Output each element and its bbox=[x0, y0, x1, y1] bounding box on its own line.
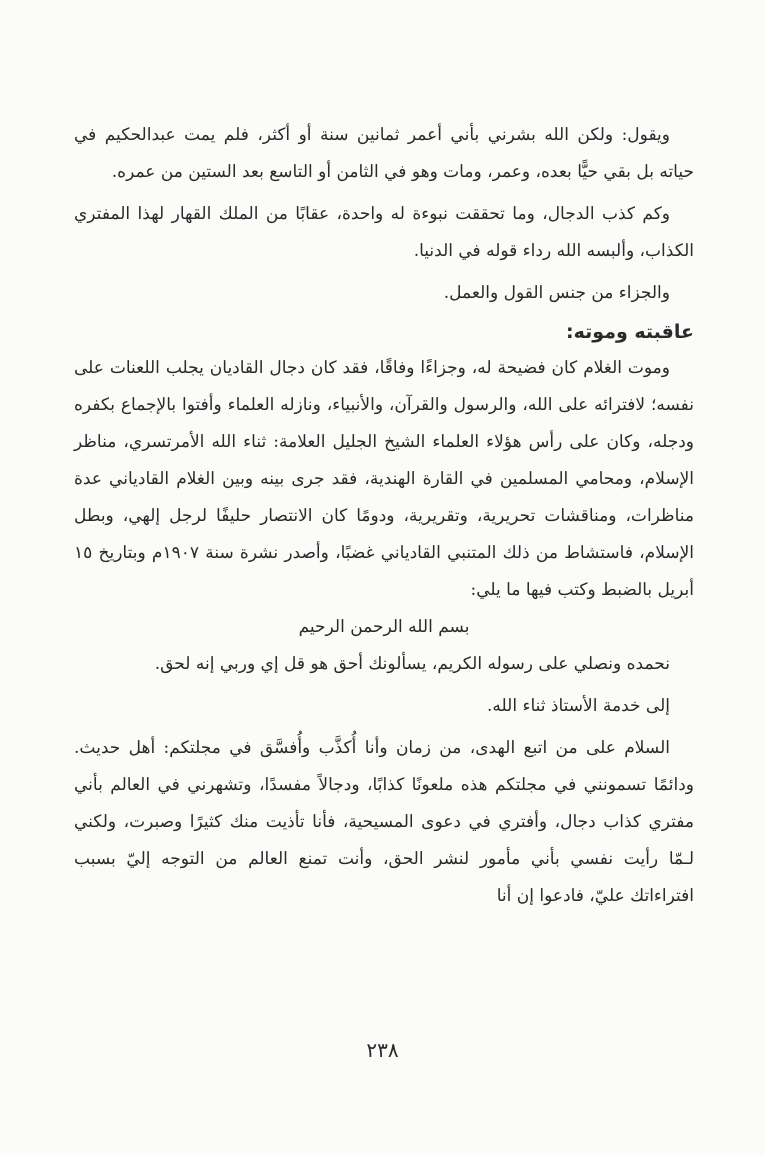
letter-body: السلام على من اتبع الهدى، من زمان وأنا أُكذَّب وأُفسَّق في مجلتكم: أهل حديث. ودائمًا تسمونني في مجلتكم هذه ملعونًا كذابًا، ودجالاً مفسدًا، وتشهرني في العالم بأني مفتري كذاب دجال، وأفتري في دعوى المسيحية، فأنا تأذيت منك كثيرًا وصبرت، ولكني لـمّا رأيت نفسي بأني مأمور لنشر الحق، وأنت تمنع العالم من التوجه إليّ بسبب افتراءاتك عليّ، فادعوا إن أنا bbox=[74, 738, 694, 906]
paragraph-4: وموت الغلام كان فضيحة له، وجزاءًا وفاقًا، فقد كان دجال القاديان يجلب اللعنات على نفسه؛ لافترائه على الله، والرسول والقرآن، والأنبياء، ونازله العلماء وأفتوا بالإجماع بكفره ودجله، وكان على رأس هؤلاء العلماء الشيخ الجليل العلامة: ثناء الله الأمرتسري، مناظر الإسلام، ومحامي المسلمين في القارة الهندية، فقد جرى بينه وبين الغلام القادياني عدة مناظرات، ومناقشات تحريرية، وتقريرية، ودومًا كان الانتصار حليفًا لرجل إلهي، وبطل الإسلام، فاستشاط من ذلك المتنبي القادياني غضبًا، وأصدر نشرة سنة ١٩٠٧م وبتاريخ ١٥ أبريل بالضبط وكتب فيها ما يلي: bbox=[74, 358, 694, 600]
letter-address: إلى خدمة الأستاذ ثناء الله. bbox=[487, 696, 670, 716]
section-heading: عاقبته وموته: bbox=[566, 321, 694, 343]
paragraph-1: ويقول: ولكن الله بشرني بأني أعمر ثمانين سنة أو أكثر، فلم يمت عبدالحكيم في حياته بل بقي حيًّا بعده، وعمر، ومات وهو في الثامن أو التاسع بعد الستين من عمره. bbox=[74, 125, 694, 182]
main-text bbox=[74, 117, 694, 915]
paragraph-3: والجزاء من جنس القول والعمل. bbox=[443, 283, 670, 303]
paragraph-2: وكم كذب الدجال، وما تحققت نبوءة له واحدة، عقابًا من الملك القهار لهذا المفتري الكذاب، وألبسه الله رداء قوله في الدنيا. bbox=[74, 204, 694, 261]
page-number: ٢٣٨ bbox=[366, 1038, 399, 1062]
letter-opening: نحمده ونصلي على رسوله الكريم، يسألونك أحق هو قل إي وربي إنه لحق. bbox=[154, 654, 670, 674]
basmala: بسم الله الرحمن الرحيم bbox=[298, 617, 470, 637]
